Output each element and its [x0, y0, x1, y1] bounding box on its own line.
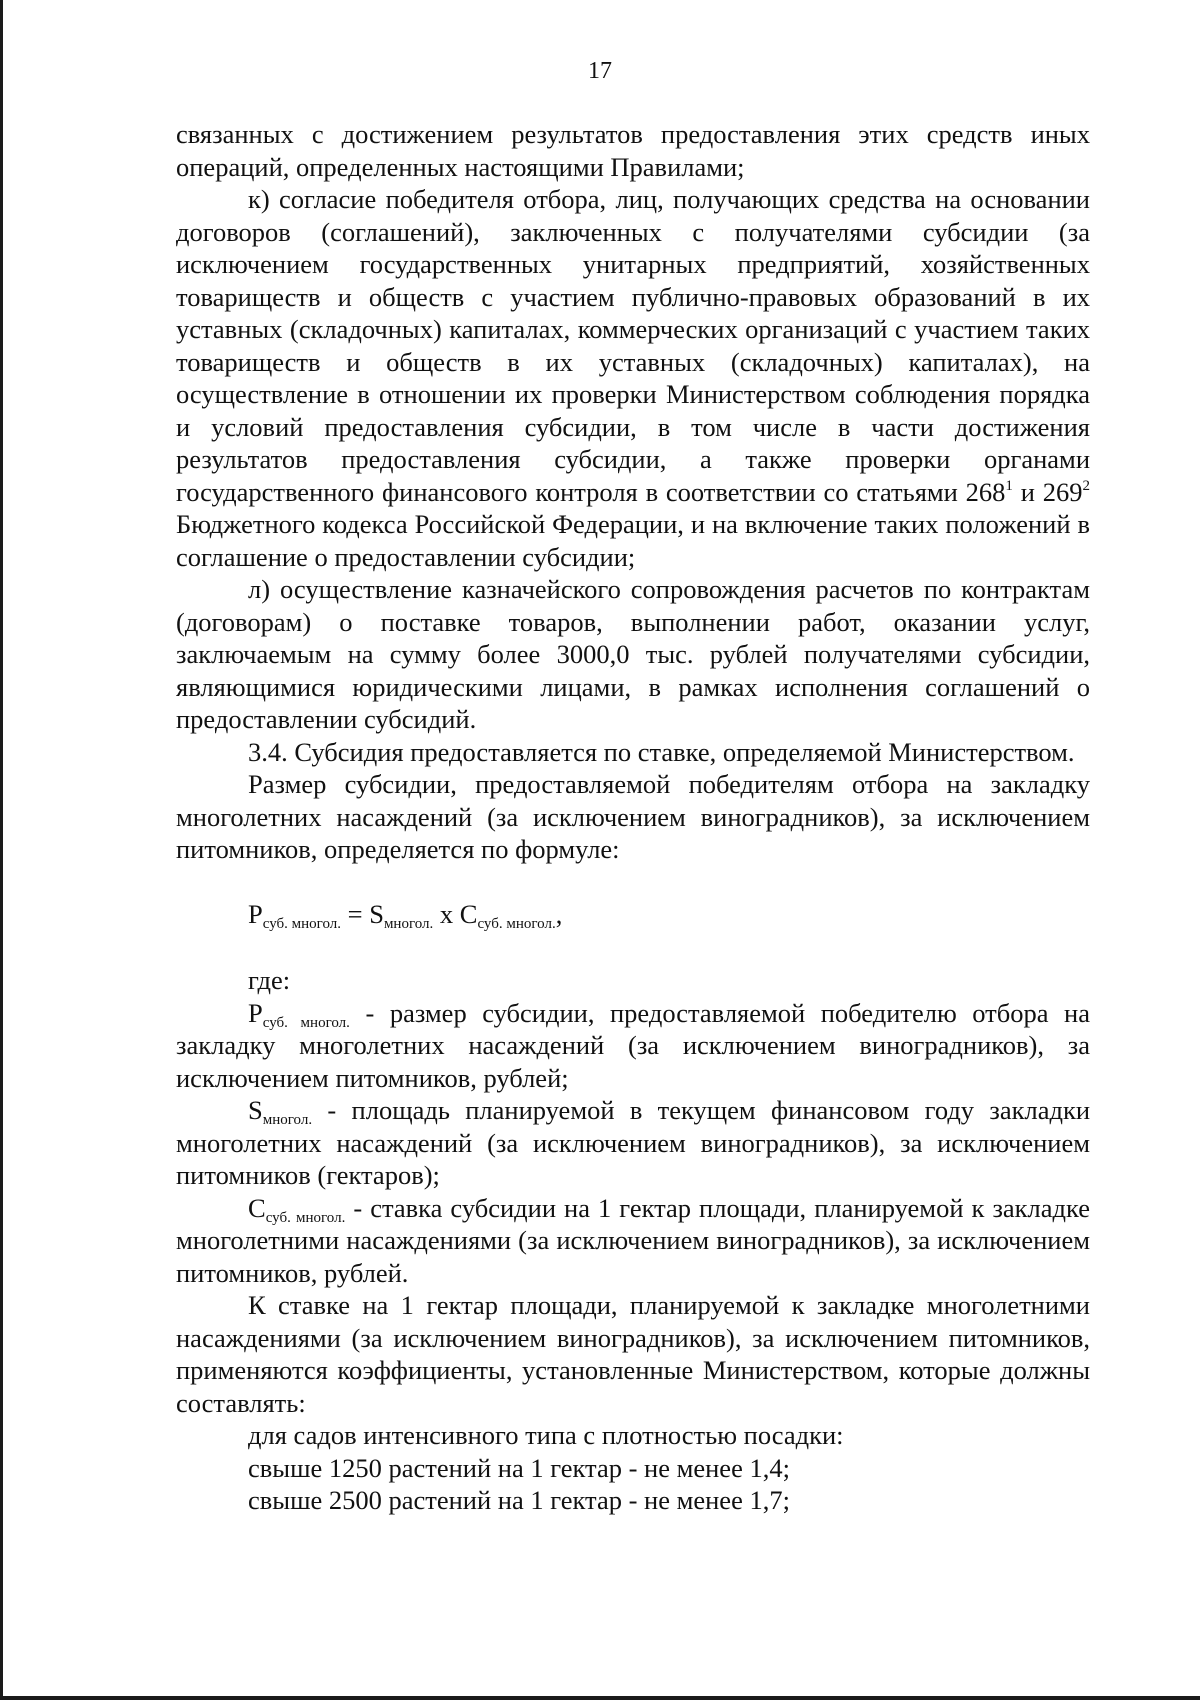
definition-p-text: - размер субсидии, предоставляемой победителю отбора на закладку многолетних насаждений (за исключением виноградников), за исключением питомников, рублей; [176, 997, 1090, 1093]
coefficient-line-intensive: для садов интенсивного типа с плотностью посадки: [248, 1420, 844, 1450]
formula-c-subscript: суб. многол. [477, 915, 556, 932]
formula-equals: = [340, 898, 370, 929]
definition-s [176, 1094, 1090, 1192]
definition-c-letter: C [248, 1192, 266, 1223]
paragraph-item-k-text-a: к) согласие победителя отбора, лиц, получающих средства на основании договоров (соглашений), заключенных с получателями субсидии (за исключением государственных унитарных предприятий, хозяйственных товариществ и обществ с участием публично-правовых образований в их уставных (складочных) капиталах, коммерческих организаций с участием таких товариществ и обществ в их уставных (складочных) капиталах), на осуществление в отношении их проверки Министерством соблюдения порядка и условий предоставления субсидии, в том числе в части достижения результатов предоставления субсидии, а также проверки органами государственного финансового контроля в соответствии со статьями 268 [176, 184, 1090, 507]
definition-s-text: - площадь планируемой в текущем финансовом году закладки многолетних насаждений (за исключением виноградников), за исключением питомников (гектаров); [176, 1095, 1090, 1190]
paragraph-subsidy-size: Размер субсидии, предоставляемой победителям отбора на закладку многолетних насаждений (за исключением виноградников), за исключением питомников, определяется по формуле: [176, 769, 1090, 864]
formula-trailing-comma: , [555, 898, 563, 929]
formula-s-subscript: многол. [383, 915, 434, 932]
definition-p-letter: P [248, 997, 263, 1028]
paragraph-item-l: л) осуществление казначейского сопровождения расчетов по контрактам (договорам) о поставке товаров, выполнении работ, оказании услуг, заключаемым на сумму более 3000,0 тыс. рублей получателями субсидии, являющимися юридическими лицами, в рамках исполнения соглашений о предоставлении субсидий. [176, 574, 1090, 734]
definition-c [176, 1192, 1090, 1290]
where-label: где: [248, 965, 291, 995]
document-body [176, 118, 1090, 1517]
definition-c-text: - ставка субсидии на 1 гектар площади, планируемой к закладке многолетними насаждениями (за исключением виноградников), за исключением питомников, рублей. [176, 1192, 1090, 1288]
subsidy-formula [248, 898, 1090, 931]
formula-p-subscript: суб. многол. [262, 915, 341, 932]
coefficient-line-1250: свыше 1250 растений на 1 гектар - не менее 1,4; [248, 1452, 790, 1483]
formula-p-letter: P [248, 898, 263, 929]
definition-p-subscript: суб. многол. [262, 1014, 350, 1031]
paragraph-item-k [176, 183, 1090, 573]
article-superscript-1: 1 [1005, 477, 1013, 494]
formula-s-letter: S [369, 898, 384, 929]
coefficients-intro: К ставке на 1 гектар площади, планируемой к закладке многолетними насаждениями (за исключением виноградников), за исключением питомников, применяются коэффициенты, установленные Министерством, которые должны составлять: [176, 1290, 1090, 1418]
scan-border-bottom [0, 1696, 1200, 1700]
paragraph-item-k-text-c: Бюджетного кодекса Российской Федерации, и на включение таких положений в соглашение о предоставлении субсидии; [176, 509, 1090, 572]
scan-border-left [0, 0, 3, 1700]
coefficient-line-2500: свыше 2500 растений на 1 гектар - не менее 1,7; [248, 1485, 790, 1515]
paragraph-section-3-4: 3.4. Субсидия предоставляется по ставке, определяемой Министерством. [248, 736, 1075, 767]
paragraph-continuation: связанных с достижением результатов предоставления этих средств иных операций, определенных настоящими Правилами; [176, 119, 1090, 182]
definition-s-subscript: многол. [262, 1112, 313, 1128]
formula-c-letter: C [459, 898, 478, 929]
page-number: 17 [588, 58, 612, 84]
paragraph-item-k-text-b: и 269 [1012, 476, 1083, 507]
definition-p [176, 997, 1090, 1095]
definition-c-subscript: суб. многол. [265, 1209, 346, 1226]
definition-s-letter: S [248, 1095, 263, 1125]
formula-times: x [433, 898, 460, 929]
article-superscript-2: 2 [1082, 477, 1090, 494]
